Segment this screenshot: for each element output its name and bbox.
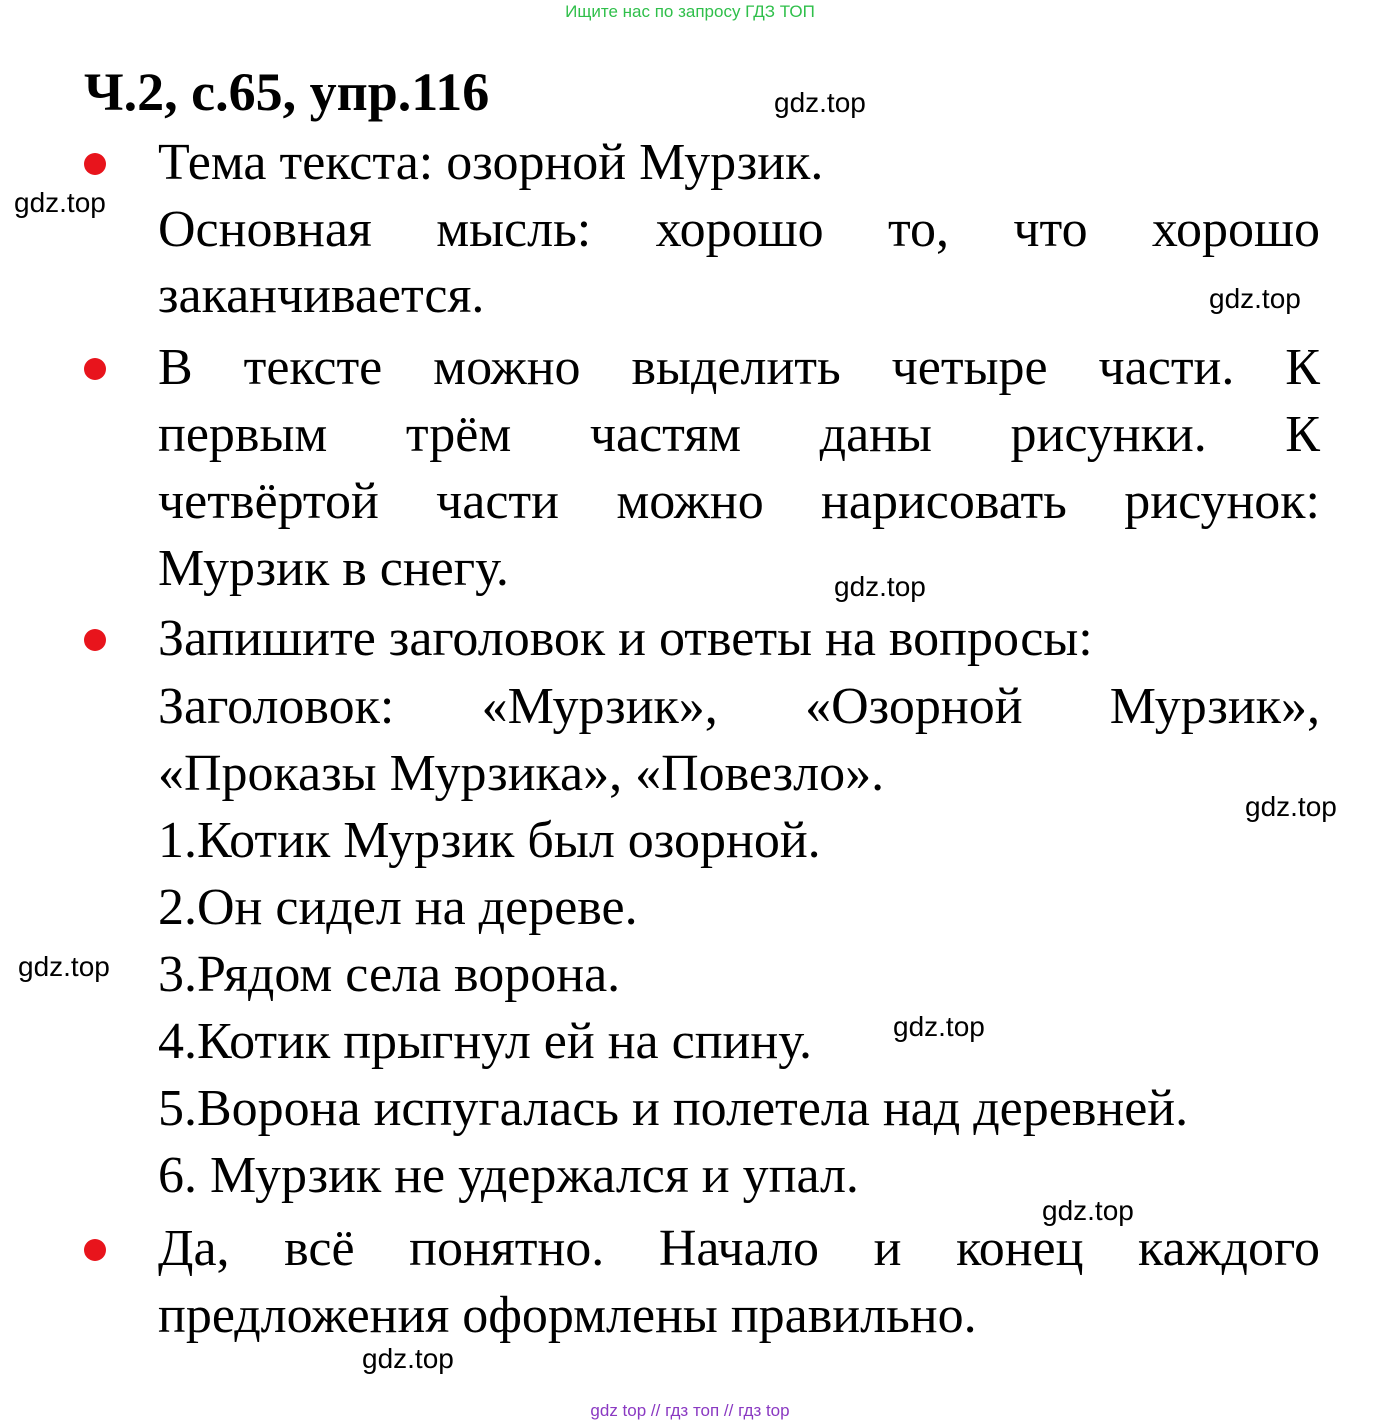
- text-line: Заголовок: «Мурзик», «Озорной Мурзик»,: [158, 678, 1320, 735]
- text-line: 5.Ворона испугалась и полетела над деревней.: [158, 1080, 1189, 1137]
- bottom-banner[interactable]: gdz top // гдз топ // гдз top: [590, 1401, 790, 1420]
- text-line: 4.Котик прыгнул ей на спину.: [158, 1013, 812, 1070]
- text-line: Да, всё понятно. Начало и конец каждого: [158, 1220, 1320, 1277]
- bullet-dot: [84, 629, 106, 651]
- text-line: В тексте можно выделить четыре части. К: [158, 339, 1320, 396]
- bullet-dot: [84, 358, 106, 380]
- watermark: gdz.top: [893, 1011, 985, 1042]
- watermark: gdz.top: [774, 87, 866, 118]
- text-line: предложения оформлены правильно.: [158, 1287, 977, 1344]
- bullet-dot: [84, 1239, 106, 1261]
- text-line: Тема текста: озорной Мурзик.: [158, 134, 824, 191]
- watermark: gdz.top: [1042, 1195, 1134, 1226]
- watermark: gdz.top: [1245, 791, 1337, 822]
- page-title: Ч.2, с.65, упр.116: [84, 62, 490, 122]
- watermark: gdz.top: [362, 1343, 454, 1374]
- text-line: 6. Мурзик не удержался и упал.: [158, 1147, 859, 1204]
- watermark: gdz.top: [18, 951, 110, 982]
- text-line: Мурзик в снегу.: [158, 540, 509, 597]
- text-line: 3.Рядом села ворона.: [158, 946, 621, 1003]
- text-line: первым трём частям даны рисунки. К: [158, 406, 1320, 463]
- watermark: gdz.top: [1209, 283, 1301, 314]
- text-line: «Проказы Мурзика», «Повезло».: [158, 745, 885, 802]
- top-banner[interactable]: Ищите нас по запросу ГДЗ ТОП: [565, 2, 815, 21]
- watermark: gdz.top: [834, 571, 926, 602]
- text-line: 2.Он сидел на дереве.: [158, 879, 638, 936]
- watermark: gdz.top: [14, 187, 106, 218]
- text-line: четвёртой части можно нарисовать рисунок:: [158, 473, 1320, 530]
- text-line: заканчивается.: [158, 267, 485, 324]
- text-line: Основная мысль: хорошо то, что хорошо: [158, 201, 1320, 258]
- text-line: Запишите заголовок и ответы на вопросы:: [158, 610, 1093, 667]
- bullet-dot: [84, 153, 106, 175]
- text-line: 1.Котик Мурзик был озорной.: [158, 812, 821, 869]
